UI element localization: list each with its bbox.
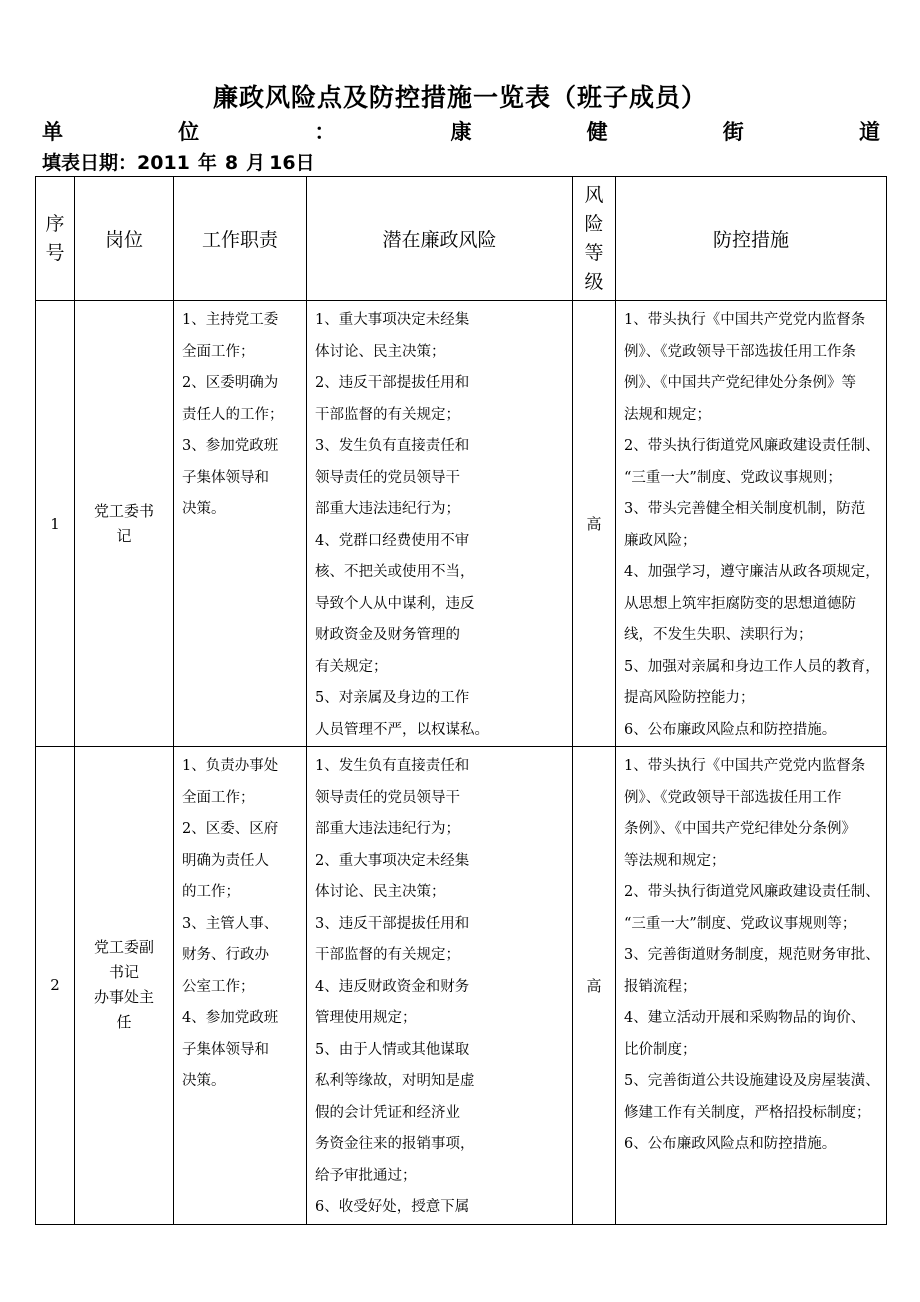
risk-table <box>35 176 887 1225</box>
row-position: 党工委书 记 <box>75 301 174 747</box>
unit-char: 康 <box>450 120 472 144</box>
date-month: 8 <box>224 152 239 174</box>
page-title: 廉政风险点及防控措施一览表（班子成员） <box>212 83 707 112</box>
date-month-unit: 月 <box>246 152 266 174</box>
unit-char: ： <box>314 120 336 144</box>
table-row <box>36 301 887 747</box>
row-level: 高 <box>573 301 616 747</box>
unit-line <box>42 116 880 146</box>
table-row <box>36 747 887 1225</box>
row-risks: 1、发生负有直接责任和 领导责任的党员领导干 部重大违法违纪行为； 2、重大事项决定未经集 体讨论、民主决策； 3、违反干部提拔任用和 干部监督的有关规定； 4、违反财政资金和财务 管理使用规定； 5、由于人情或其他谋取 私利等缘故，对明知是虚 假的会计凭证和经济业 务资金往来的报销事项， 给予审批通过； 6、收受好处，授意下属 <box>307 747 573 1225</box>
date-label: 填表日期： <box>42 152 138 174</box>
unit-char: 位 <box>178 120 200 144</box>
date-year-unit: 年 <box>197 152 217 174</box>
header-seq: 序 号 <box>36 177 75 301</box>
date-day: 16 <box>269 152 296 174</box>
table-header-row <box>36 177 887 301</box>
header-risk: 潜在廉政风险 <box>307 177 573 301</box>
unit-char: 街 <box>722 120 744 144</box>
unit-char: 道 <box>858 120 880 144</box>
date-year: 2011 <box>137 152 190 174</box>
header-duty: 工作职责 <box>174 177 307 301</box>
header-measures: 防控措施 <box>616 177 887 301</box>
row-level: 高 <box>573 747 616 1225</box>
header-level: 风 险 等 级 <box>573 177 616 301</box>
row-duties: 1、负责办事处 全面工作； 2、区委、区府 明确为责任人 的工作； 3、主管人事、 财务、行政办 公室工作； 4、参加党政班 子集体领导和 决策。 <box>174 747 307 1225</box>
unit-char: 健 <box>586 120 608 144</box>
row-duties: 1、主持党工委 全面工作； 2、区委明确为 责任人的工作； 3、参加党政班 子集体领导和 决策。 <box>174 301 307 747</box>
row-measures: 1、带头执行《中国共产党党内监督条 例》、《党政领导干部选拔任用工作 条例》、《中国共产党纪律处分条例》 等法规和规定； 2、带头执行街道党风廉政建设责任制、 “三重一大”制度、党政议事规则等； 3、完善街道财务制度，规范财务审批、 报销流程； 4、建立活动开展和采购物品的询价、 比价制度； 5、完善街道公共设施建设及房屋装潢、 修建工作有关制度，严格招投标制度； 6、公布廉政风险点和防控措施。 <box>616 747 887 1225</box>
row-position: 党工委副 书记 办事处主 任 <box>75 747 174 1225</box>
header-position: 岗位 <box>75 177 174 301</box>
row-risks: 1、重大事项决定未经集 体讨论、民主决策； 2、违反干部提拔任用和 干部监督的有关规定； 3、发生负有直接责任和 领导责任的党员领导干 部重大违法违纪行为； 4、党群口经费使用不审 核、不把关或使用不当， 导致个人从中谋利，违反 财政资金及财务管理的 有关规定； 5、对亲属及身边的工作 人员管理不严，以权谋私。 <box>307 301 573 747</box>
date-day-unit: 日 <box>295 152 315 174</box>
fill-date <box>42 148 319 175</box>
row-seq: 2 <box>36 747 75 1225</box>
row-measures: 1、带头执行《中国共产党党内监督条 例》、《党政领导干部选拔任用工作条 例》、《中国共产党纪律处分条例》等 法规和规定； 2、带头执行街道党风廉政建设责任制、 “三重一大”制度、党政议事规则； 3、带头完善健全相关制度机制，防范 廉政风险； 4、加强学习，遵守廉洁从政各项规定， 从思想上筑牢拒腐防变的思想道德防 线，不发生失职、渎职行为； 5、加强对亲属和身边工作人员的教育， 提高风险防控能力； 6、公布廉政风险点和防控措施。 <box>616 301 887 747</box>
row-seq: 1 <box>36 301 75 747</box>
unit-char: 单 <box>42 120 63 144</box>
